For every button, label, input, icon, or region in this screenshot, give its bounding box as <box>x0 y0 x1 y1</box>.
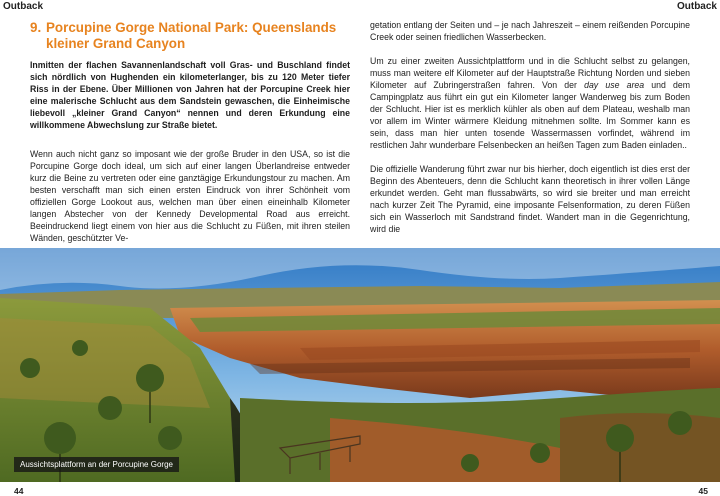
photo-caption: Aussichtsplattform an der Porcupine Gorge <box>14 457 179 472</box>
running-head-left: Outback <box>3 1 44 12</box>
lead-paragraph: Inmitten der flachen Savannenlandschaft voll Gras- und Buschland findet sich nördlich von Hughenden ein kilometerlanger, bis zu 120 Meter tiefer Riss in der Ebene. Über Millionen von Jahren hat der Porcupine Creek hier eine malerische Schlucht aus dem Sandstein gewaschen, die Einheimische liebevoll „kleiner Grand Canyon“ nennen und deren Erkundung eine willkommene Abwechslung zur Straße bietet. <box>30 60 350 130</box>
gorge-photo <box>0 248 720 482</box>
right-body-p2-emphasis: day use area <box>584 80 645 90</box>
chapter-title-line2: kleiner Grand Canyon <box>46 36 186 51</box>
right-body-p2-start: Um zu einer zweiten Aussichtplattform und in die Schlucht selbst zu gelangen, muss man weitere elf Kilometer auf der Hauptstraße Richtung Norden und sieben Kilometer auf Zubringerstraßen fahren. Von der <box>370 56 690 90</box>
left-body-paragraph: Wenn auch nicht ganz so imposant wie der große Bruder in den USA, so ist die Porcupine Gorge doch ideal, um sich auf einer langen Überlandreise entweder kurz die Beine zu vertreten oder eine ganztägige Erkundungstour zu machen. Am besten verschafft man sich einen ersten Eindruck von ihrer Schönheit vom offiziellen Gorge Lookout aus, welchen man über einen eineinhalb Kilometer langen Abstecher von der Kennedy Developmental Road aus erreicht. Beeindruckend liegt einem von hier aus die Schlucht zu Füßen, mit ihren steilen Wänden, geschützter Ve- <box>30 149 350 243</box>
chapter-number: 9. <box>30 20 42 35</box>
chapter-title-line1: Porcupine Gorge National Park: Queenslands <box>46 20 337 35</box>
page-number-left: 44 <box>14 486 24 496</box>
right-body-paragraph-2 <box>370 55 690 151</box>
running-head-right: Outback <box>676 1 717 12</box>
page-number-right: 45 <box>698 486 708 496</box>
right-body-paragraph-3: Die offizielle Wanderung führt zwar nur bis hierher, doch eigentlich ist dies erst der Beginn des Abenteuers, denn die Schlucht kann theoretisch in ihrer vollen Länge erkundet werden. Geht man flussabwärts, so wird sie breiter und man erreicht nach kurzer Zeit The Pyramid, eine imposante Felsenformation, zu deren Füßen sich ein Wasserloch mit Sandstrand findet. Wandert man in die Gegenrichtung, wird die <box>370 164 690 234</box>
right-body-paragraph-1: getation entlang der Seiten und – je nach Jahreszeit – einem reißenden Porcupine Creek oder seinen friedlichen Wasserbecken. <box>370 20 690 42</box>
chapter-title <box>30 20 350 52</box>
right-body-p2-end: und dem Campingplatz aus führt ein gut ein Kilometer langer Wanderweg bis zum Boden der Schlucht. Hier ist es merklich kühler als oben auf dem Plateau, weshalb man vor allem im Winter wärmere Kleidung mitnehmen sollte. Im Sommer kann es sein, dass man hier unten tosende Wassermassen vorfindet, während im restlichen Jahr wunderbare Felsenbecken an heißen Tagen zum Baden einladen.. <box>370 80 691 150</box>
left-column <box>30 148 350 256</box>
gorge-photo-image <box>0 248 720 482</box>
right-column <box>370 19 690 247</box>
